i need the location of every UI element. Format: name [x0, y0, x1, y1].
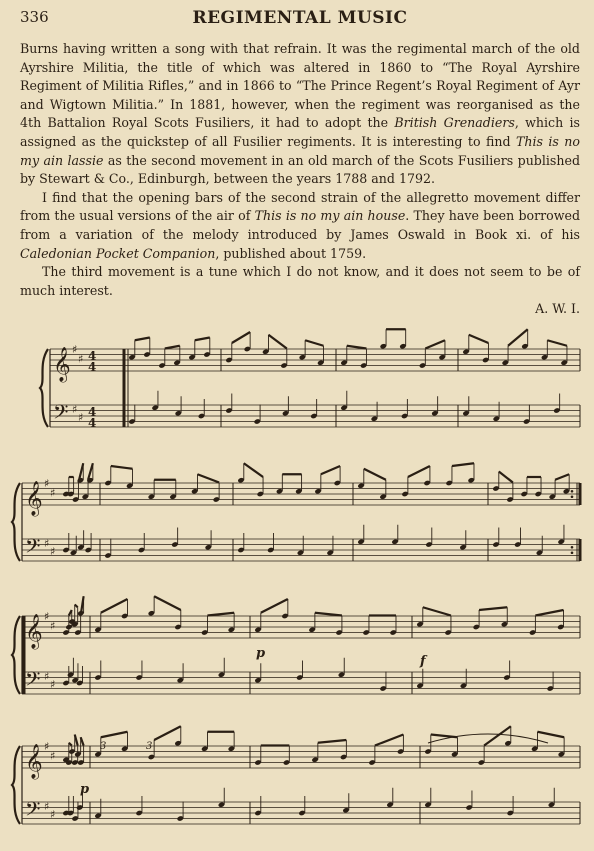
time-signature-top: 4	[88, 349, 97, 363]
sharp-icon: ♯	[50, 619, 56, 633]
time-signature-bottom: 4	[88, 416, 97, 430]
sharp-icon: ♯	[44, 536, 50, 550]
treble-clef-icon: 𝄞	[25, 481, 43, 516]
italic-title: This is no my ain house	[254, 208, 406, 224]
beam	[197, 474, 219, 482]
beam	[555, 474, 569, 480]
beam	[165, 346, 180, 349]
repeat-dot	[571, 490, 574, 493]
beam	[375, 735, 404, 746]
dynamic-piano: p	[256, 646, 266, 661]
sharp-icon: ♯	[50, 678, 56, 691]
beam	[547, 340, 567, 346]
beam	[537, 732, 564, 738]
text-run: . They have been borrowed from a variation of the melody introduced by James Oswald in Book xi. of his	[20, 208, 581, 242]
brace	[40, 349, 48, 427]
page-number: 336	[20, 8, 49, 26]
beam	[425, 340, 445, 348]
treble-clef-icon: 𝄞	[25, 614, 43, 649]
sharp-icon: ♯	[78, 411, 84, 424]
time-signature-top: 4	[88, 405, 97, 419]
beam	[101, 599, 128, 613]
beam	[261, 599, 288, 613]
sharp-icon: ♯	[44, 740, 50, 753]
beam	[111, 466, 133, 469]
sharp-icon: ♯	[44, 799, 50, 813]
beam	[244, 463, 263, 477]
beam	[499, 472, 513, 483]
italic-title: This is no my ain lassie	[20, 133, 580, 168]
triplet-mark: 3	[146, 741, 153, 752]
repeat-dot	[571, 495, 574, 498]
bass-clef-icon: 𝄢	[25, 667, 41, 696]
beam	[154, 596, 181, 610]
beam	[195, 338, 210, 341]
beam	[364, 469, 386, 480]
bass-clef-icon: 𝄢	[53, 400, 69, 429]
sharp-icon: ♯	[50, 808, 56, 821]
running-title: REGIMENTAL MUSIC	[192, 8, 408, 28]
beam	[479, 607, 507, 610]
sharp-icon: ♯	[44, 610, 50, 623]
beam	[101, 732, 128, 738]
beam	[318, 740, 347, 743]
triplet-mark: 3	[100, 741, 107, 752]
sharp-icon: ♯	[72, 402, 78, 416]
sharp-icon: ♯	[44, 477, 50, 490]
italic-title: Caledonian Pocket Companion	[20, 245, 216, 261]
paragraph-1	[20, 40, 580, 189]
beam	[469, 335, 489, 343]
repeat-dot	[571, 551, 574, 554]
text-run: I find that the opening bars of the second strain of the allegretto movement differ from the usual versions of the air of	[20, 189, 580, 224]
beam	[268, 335, 286, 349]
dynamic-piano: p	[80, 782, 90, 797]
beam	[154, 726, 181, 740]
beam	[535, 610, 563, 616]
beam	[321, 466, 340, 474]
sharp-icon: ♯	[72, 343, 78, 356]
brace	[12, 746, 20, 824]
beam	[88, 463, 93, 480]
author-signature: A. W. I.	[535, 301, 580, 317]
beam	[207, 613, 234, 616]
repeat-dot	[571, 546, 574, 549]
sharp-icon: ♯	[44, 669, 50, 683]
beam	[408, 466, 430, 477]
brace	[12, 483, 20, 561]
text-run: Burns having written a song with that refrain. It was the regimental march of the old Ayrshire Militia, the title of which was altered in 1860 to “The Royal Ayrshire Regiment of Militia Rifles,” and in 1866 to “The Prince Regent’s Royal Regiment of Ayr and Wigtown Militia.” In 1881, however, when the regiment was reorganised as the 4th Battalion Royal Scots Fusiliers, it had to adopt the	[20, 41, 580, 131]
beam	[452, 463, 474, 466]
paragraph-3-text: The third movement is a tune which I do not know, and it does not seem to be of much interest.	[20, 264, 580, 298]
paragraph-3	[20, 263, 580, 300]
bass-clef-icon: 𝄢	[25, 534, 41, 563]
text-run: , published about 1759.	[215, 245, 367, 261]
beam	[305, 340, 323, 346]
text-run: , which is assigned as the quickstep of all Fusilier regiments. It is interesting to find	[20, 115, 580, 149]
beam	[135, 338, 150, 341]
signature-line	[20, 300, 580, 319]
beam	[423, 607, 451, 615]
brace	[12, 616, 20, 694]
page-header	[20, 6, 580, 30]
bass-clef-icon: 𝄢	[25, 797, 41, 826]
sharp-icon: ♯	[50, 486, 56, 500]
beam	[508, 329, 528, 346]
sharp-icon: ♯	[78, 352, 84, 366]
treble-clef-icon: 𝄞	[25, 744, 43, 779]
italic-title: British Grenadiers	[394, 115, 515, 131]
beam	[232, 332, 250, 343]
body-text	[20, 40, 580, 319]
beam	[315, 613, 342, 616]
beam	[347, 346, 367, 349]
treble-clef-icon: 𝄞	[53, 347, 71, 382]
text-run: as the second movement in an old march of the Scots Fusiliers published by Stewart & Co., Edinburgh, between the years 1788 and 1792.	[20, 152, 581, 187]
sharp-icon: ♯	[50, 749, 56, 763]
dynamic-forte: f	[420, 654, 426, 669]
paragraph-2	[20, 189, 580, 263]
sharp-icon: ♯	[50, 545, 56, 558]
musical-score	[0, 325, 594, 851]
time-signature-bottom: 4	[88, 360, 97, 374]
